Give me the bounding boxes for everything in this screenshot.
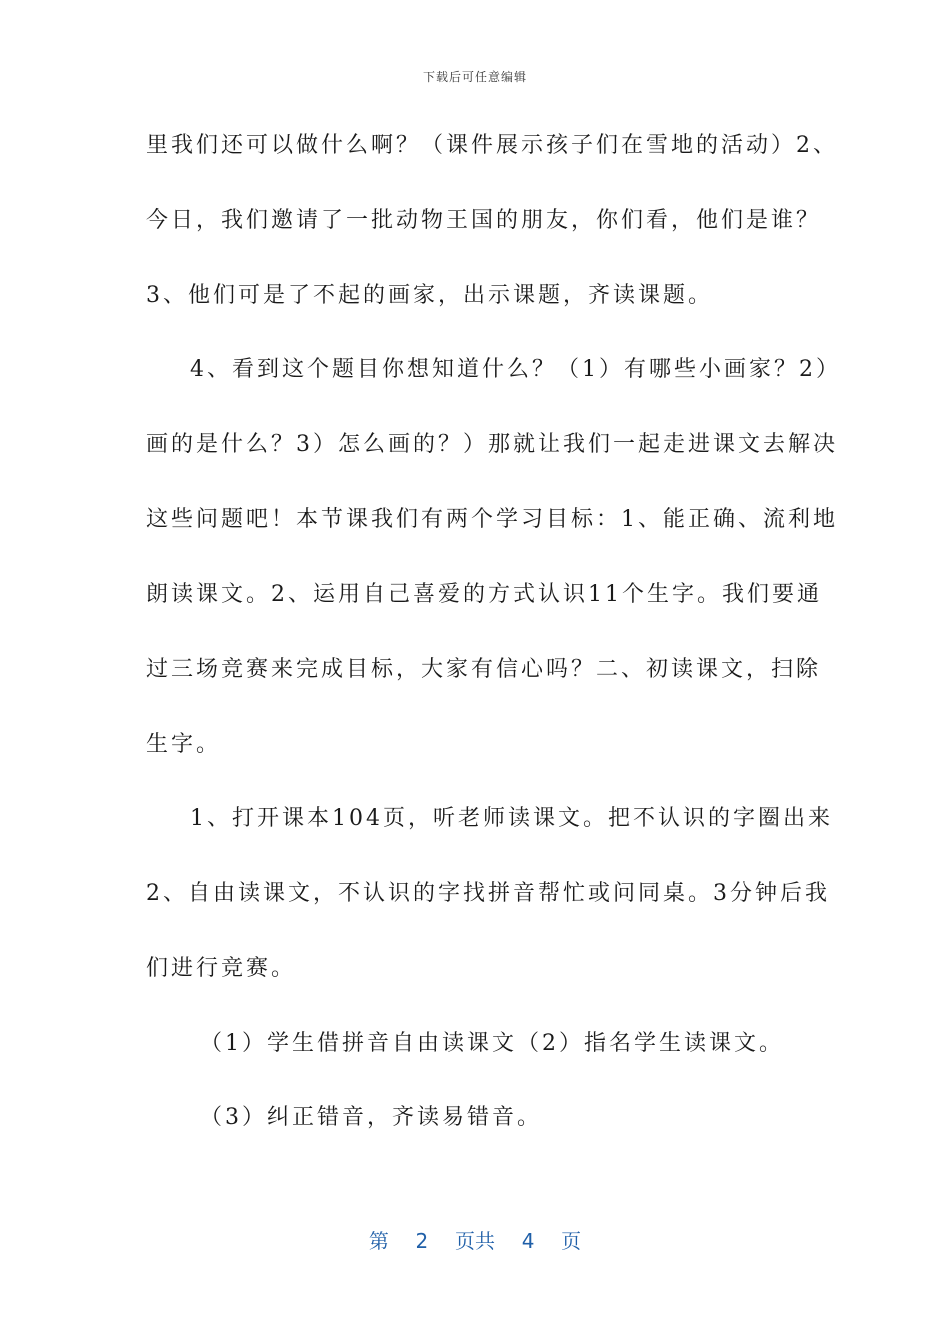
download-note: 下载后可任意编辑 (422, 70, 527, 84)
text-line: 4、看到这个题目你想知道什么？（1）有哪些小画家？2） (190, 357, 841, 382)
text-line: （1）学生借拼音自由读课文（2）指名学生读课文。 (200, 1031, 784, 1056)
text-line: 1、打开课本104页，听老师读课文。把不认识的字圈出来 (190, 806, 833, 831)
page-indicator (0, 1225, 950, 1254)
text-line: 生字。 (146, 732, 222, 757)
text-line: 这些问题吧！本节课我们有两个学习目标：1、能正确、流利地 (146, 507, 838, 532)
page-mid-text: 页共 (455, 1229, 495, 1253)
text-line: 们进行竞赛。 (146, 956, 297, 981)
text-line: 3、他们可是了不起的画家，出示课题，齐读课题。 (146, 283, 713, 308)
page-suffix: 页 (561, 1229, 582, 1253)
text-line: 画的是什么？3）怎么画的？）那就让我们一起走进课文去解决 (146, 432, 838, 457)
text-line: 2、自由读课文，不认识的字找拼音帮忙或问同桌。3分钟后我 (146, 881, 830, 906)
text-line: 里我们还可以做什么啊？（课件展示孩子们在雪地的活动）2、 (146, 133, 838, 158)
current-page-number: 2 (415, 1229, 429, 1253)
text-line: 朗读课文。2、运用自己喜爱的方式认识11个生字。我们要通 (146, 582, 822, 607)
total-pages-number: 4 (521, 1229, 535, 1253)
text-line: （3）纠正错音，齐读易错音。 (200, 1105, 542, 1130)
text-line: 过三场竞赛来完成目标，大家有信心吗？二、初读课文，扫除 (146, 657, 822, 682)
page-prefix: 第 (368, 1229, 389, 1253)
text-line: 今日，我们邀请了一批动物王国的朋友，你们看，他们是谁？ (146, 208, 822, 233)
